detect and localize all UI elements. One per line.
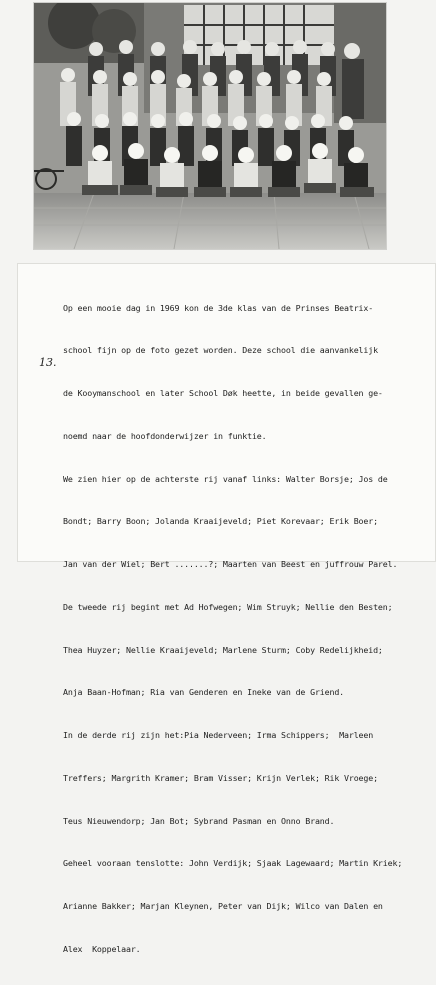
caption-line: de Kooymanschool en later School Døk heette, in beide gevallen ge- xyxy=(63,388,383,398)
class-photo-drawing xyxy=(34,3,386,249)
caption-line: Bondt; Barry Boon; Jolanda Kraaijeveld; Piet Korevaar; Erik Boer; xyxy=(63,516,378,527)
caption-line: school fijn op de foto gezet worden. Deze school die aanvankelijk xyxy=(63,345,378,356)
caption-line: Teus Nieuwendorp; Jan Bot; Sybrand Pasman en Onno Brand. xyxy=(63,815,335,826)
caption-line: Op een mooie dag in 1969 kon de 3de klas van de Prinses Beatrix- xyxy=(63,302,374,313)
caption-text xyxy=(63,272,434,985)
caption-line: In de derde rij zijn het:Pia Nederveen; Irma Schippers; Marleen xyxy=(63,730,374,740)
caption-line: noemd naar de hoofdonderwijzer in funktie. xyxy=(63,430,267,441)
caption-line: Geheel vooraan tenslotte: John Verdijk; Sjaak Lagewaard; Martin Kriek; xyxy=(63,858,403,869)
caption-line: Alex Koppelaar. xyxy=(63,943,141,954)
caption-line: Anja Baan-Hofman; Ria van Genderen en Ineke van de Griend. xyxy=(63,687,345,698)
class-photo xyxy=(33,2,387,250)
caption-line: We zien hier op de achterste rij vanaf links: Walter Borsje; Jos de xyxy=(63,473,388,484)
caption-line: De tweede rij begint met Ad Hofwegen; Wim Struyk; Nellie den Besten; xyxy=(63,601,393,612)
page-number-annotation: 13. xyxy=(39,356,57,369)
caption-line: Thea Huyzer; Nellie Kraaijeveld; Marlene Sturm; Coby Redelijkheid; xyxy=(63,644,383,655)
caption-line: Arianne Bakker; Marjan Kleynen, Peter van Dijk; Wilco van Dalen en xyxy=(63,901,383,911)
caption-line: Jan van der Wiel; Bert .......?; Maarten van Beest en juffrouw Parel. xyxy=(63,559,398,569)
caption-line: Treffers; Margrith Kramer; Bram Visser; Krijn Verlek; Rik Vroege; xyxy=(63,772,378,783)
